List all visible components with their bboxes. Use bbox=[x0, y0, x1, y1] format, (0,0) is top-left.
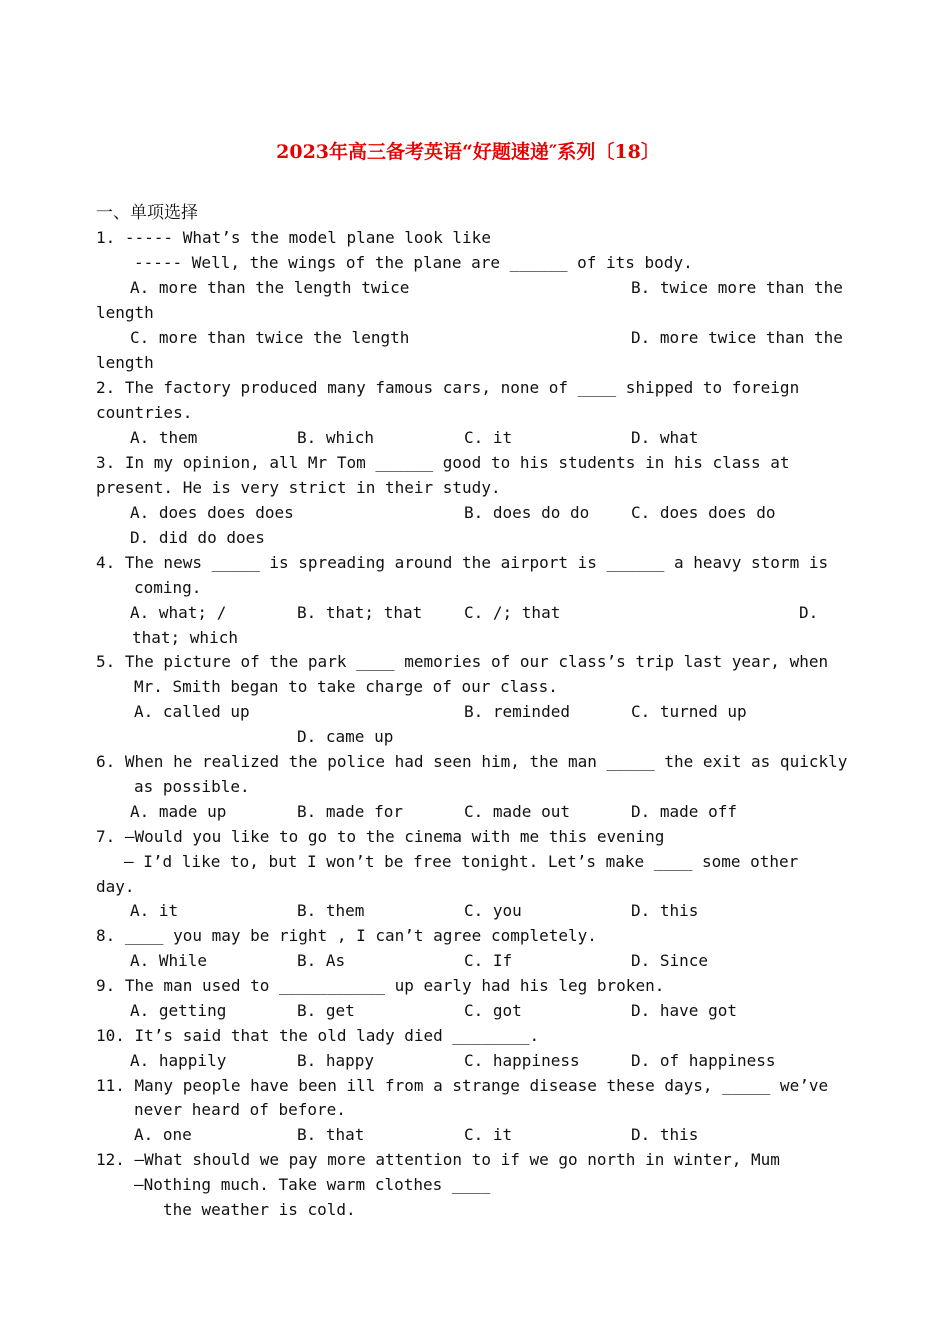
question-4-line-2: coming. bbox=[134, 578, 202, 597]
question-2-line-1: 2. The factory produced many famous cars, none of ____ shipped to foreign bbox=[96, 378, 800, 397]
question-10-option-b: B. happy bbox=[297, 1051, 375, 1070]
question-6-option-a: A. made up bbox=[130, 802, 227, 821]
question-1-option-d-cont: length bbox=[96, 353, 154, 372]
question-1-option-b-cont: length bbox=[96, 303, 154, 322]
question-9-option-b: B. get bbox=[297, 1001, 355, 1020]
question-7-option-b: B. them bbox=[297, 901, 365, 920]
question-3-option-a: A. does does does bbox=[130, 503, 294, 522]
question-6-line-1: 6. When he realized the police had seen him, the man _____ the exit as quickly bbox=[96, 752, 848, 771]
question-11-option-a: A. one bbox=[134, 1125, 192, 1144]
question-6-option-d: D. made off bbox=[631, 802, 737, 821]
question-4-option-d-cont: that; which bbox=[132, 628, 238, 647]
question-7-option-c: C. you bbox=[464, 901, 522, 920]
question-3-line-2: present. He is very strict in their study. bbox=[96, 478, 501, 497]
question-9-option-d: D. have got bbox=[631, 1001, 737, 1020]
question-11-line-1: 11. Many people have been ill from a strange disease these days, _____ we’ve bbox=[96, 1076, 829, 1095]
question-1-line-1: 1. ----- What’s the model plane look like bbox=[96, 228, 491, 247]
question-4-option-b: B. that; that bbox=[297, 603, 423, 622]
question-7-option-a: A. it bbox=[130, 901, 179, 920]
question-6-line-2: as possible. bbox=[134, 777, 250, 796]
question-11-option-b: B. that bbox=[297, 1125, 365, 1144]
question-5-option-c: C. turned up bbox=[631, 702, 747, 721]
section-heading: 一、单项选择 bbox=[96, 203, 198, 223]
question-1-line-2: ----- Well, the wings of the plane are ______ of its body. bbox=[134, 253, 693, 272]
question-2-option-a: A. them bbox=[130, 428, 198, 447]
question-1-option-d: D. more twice than the bbox=[631, 328, 843, 347]
question-1-option-b: B. twice more than the bbox=[631, 278, 843, 297]
question-6-option-c: C. made out bbox=[464, 802, 570, 821]
question-4-line-1: 4. The news _____ is spreading around the airport is ______ a heavy storm is bbox=[96, 553, 829, 572]
question-12-line-3: the weather is cold. bbox=[163, 1200, 356, 1219]
question-8-line-1: 8. ____ you may be right , I can’t agree completely. bbox=[96, 926, 597, 945]
question-4-option-a: A. what; / bbox=[130, 603, 227, 622]
question-3-line-1: 3. In my opinion, all Mr Tom ______ good to his students in his class at bbox=[96, 453, 790, 472]
question-5-option-a: A. called up bbox=[134, 702, 250, 721]
question-3-option-c: C. does does do bbox=[631, 503, 776, 522]
question-3-option-b: B. does do do bbox=[464, 503, 590, 522]
question-4-option-d: D. bbox=[799, 603, 819, 622]
question-5-line-2: Mr. Smith began to take charge of our class. bbox=[134, 677, 558, 696]
question-2-option-c: C. it bbox=[464, 428, 513, 447]
question-7-line-3: day. bbox=[96, 877, 135, 896]
page-title: 2023年高三备考英语“好题速递″系列〔18〕 bbox=[276, 141, 660, 163]
question-5-line-1: 5. The picture of the park ____ memories of our class’s trip last year, when bbox=[96, 652, 829, 671]
question-3-option-d: D. did do does bbox=[130, 528, 265, 547]
question-2-option-b: B. which bbox=[297, 428, 375, 447]
question-12-line-2: —Nothing much. Take warm clothes ____ bbox=[134, 1175, 491, 1194]
question-11-option-d: D. this bbox=[631, 1125, 699, 1144]
question-4-option-c: C. /; that bbox=[464, 603, 561, 622]
question-8-option-d: D. Since bbox=[631, 951, 709, 970]
question-10-line-1: 10. It’s said that the old lady died ________. bbox=[96, 1026, 540, 1045]
question-2-option-d: D. what bbox=[631, 428, 699, 447]
question-8-option-c: C. If bbox=[464, 951, 513, 970]
question-1-option-c: C. more than twice the length bbox=[130, 328, 410, 347]
question-7-line-2: — I’d like to, but I won’t be free tonight. Let’s make ____ some other bbox=[124, 852, 799, 871]
question-10-option-c: C. happiness bbox=[464, 1051, 580, 1070]
question-8-option-a: A. While bbox=[130, 951, 208, 970]
question-7-line-1: 7. —Would you like to go to the cinema with me this evening bbox=[96, 827, 665, 846]
question-5-option-b: B. reminded bbox=[464, 702, 570, 721]
question-1-option-a: A. more than the length twice bbox=[130, 278, 410, 297]
question-6-option-b: B. made for bbox=[297, 802, 403, 821]
question-8-option-b: B. As bbox=[297, 951, 346, 970]
question-9-line-1: 9. The man used to ___________ up early had his leg broken. bbox=[96, 976, 665, 995]
question-2-line-2: countries. bbox=[96, 403, 193, 422]
question-9-option-a: A. getting bbox=[130, 1001, 227, 1020]
question-9-option-c: C. got bbox=[464, 1001, 522, 1020]
question-10-option-a: A. happily bbox=[130, 1051, 227, 1070]
question-10-option-d: D. of happiness bbox=[631, 1051, 776, 1070]
question-5-option-d: D. came up bbox=[297, 727, 394, 746]
question-11-option-c: C. it bbox=[464, 1125, 513, 1144]
question-12-line-1: 12. —What should we pay more attention to if we go north in winter, Mum bbox=[96, 1150, 780, 1169]
question-7-option-d: D. this bbox=[631, 901, 699, 920]
question-11-line-2: never heard of before. bbox=[134, 1100, 346, 1119]
